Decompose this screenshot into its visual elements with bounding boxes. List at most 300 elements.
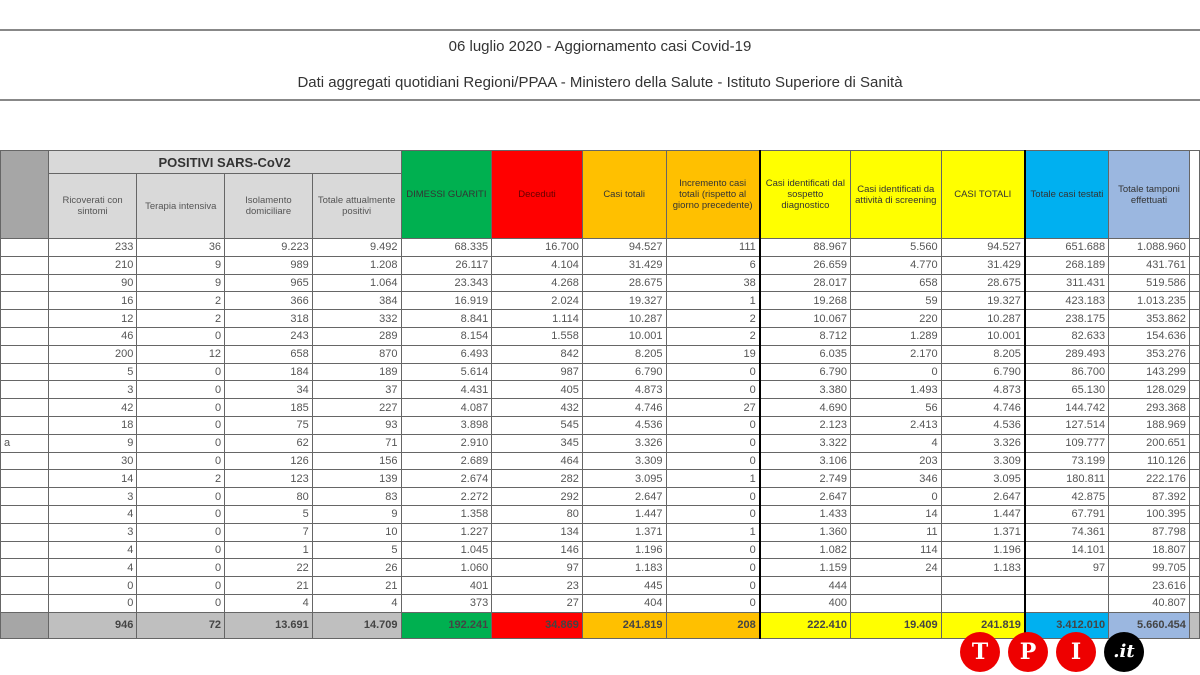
- data-cell: 353.862: [1109, 310, 1190, 328]
- data-cell: 109.777: [1025, 434, 1109, 452]
- total-cell: 222.410: [760, 612, 851, 638]
- data-cell: 16: [48, 292, 137, 310]
- table-row: [1, 399, 1200, 417]
- data-cell: 987: [492, 363, 583, 381]
- data-cell: 4.690: [760, 399, 851, 417]
- region-cell: [1, 559, 49, 577]
- data-cell: 6.790: [582, 363, 666, 381]
- region-cell: [1, 274, 49, 292]
- data-cell: 18.807: [1109, 541, 1190, 559]
- region-cell: [1, 381, 49, 399]
- data-cell: 1.433: [760, 505, 851, 523]
- data-cell: 989: [225, 256, 313, 274]
- data-cell: 189: [312, 363, 401, 381]
- data-cell: 74.361: [1025, 523, 1109, 541]
- data-cell: 180.811: [1025, 470, 1109, 488]
- cut-off-cell: [1189, 416, 1199, 434]
- data-cell: 384: [312, 292, 401, 310]
- data-cell: 0: [666, 416, 760, 434]
- data-cell: 0: [666, 434, 760, 452]
- data-cell: 1.064: [312, 274, 401, 292]
- table-row: [1, 274, 1200, 292]
- data-cell: 31.429: [582, 256, 666, 274]
- data-cell: 19.327: [941, 292, 1025, 310]
- region-cell: [1, 399, 49, 417]
- data-cell: 27: [666, 399, 760, 417]
- data-cell: 1.358: [401, 505, 492, 523]
- data-cell: 0: [666, 594, 760, 612]
- data-cell: 126: [225, 452, 313, 470]
- data-cell: 0: [137, 559, 225, 577]
- table-row: [1, 381, 1200, 399]
- data-cell: 19.268: [760, 292, 851, 310]
- data-cell: 127.514: [1025, 416, 1109, 434]
- col-header: Deceduti: [492, 151, 583, 239]
- data-cell: 87.798: [1109, 523, 1190, 541]
- data-cell: 2.272: [401, 488, 492, 506]
- totals-label-cell: [1, 612, 49, 638]
- data-cell: 4.873: [941, 381, 1025, 399]
- total-cell: 241.819: [941, 612, 1025, 638]
- data-cell: 1.447: [582, 505, 666, 523]
- data-cell: 3: [48, 488, 137, 506]
- data-cell: 293.368: [1109, 399, 1190, 417]
- data-cell: 26.117: [401, 256, 492, 274]
- data-cell: 444: [760, 577, 851, 595]
- data-cell: 185: [225, 399, 313, 417]
- data-cell: 68.335: [401, 239, 492, 257]
- data-cell: 4.746: [582, 399, 666, 417]
- data-cell: 67.791: [1025, 505, 1109, 523]
- cut-off-cell: [1189, 470, 1199, 488]
- data-cell: 220: [850, 310, 941, 328]
- total-cell: 5.660.454: [1109, 612, 1190, 638]
- data-cell: 227: [312, 399, 401, 417]
- cut-off-cell: [1189, 594, 1199, 612]
- region-cell: a: [1, 434, 49, 452]
- region-cell: [1, 327, 49, 345]
- data-cell: 289.493: [1025, 345, 1109, 363]
- table-row: [1, 488, 1200, 506]
- data-cell: 6: [666, 256, 760, 274]
- data-cell: 1: [666, 292, 760, 310]
- col-header: Isolamento domiciliare: [225, 174, 313, 239]
- total-cell: 192.241: [401, 612, 492, 638]
- data-cell: 46: [48, 327, 137, 345]
- data-cell: 5: [225, 505, 313, 523]
- data-cell: 11: [850, 523, 941, 541]
- data-cell: 0: [666, 363, 760, 381]
- data-cell: 289: [312, 327, 401, 345]
- region-cell: [1, 239, 49, 257]
- data-cell: 28.675: [582, 274, 666, 292]
- data-cell: 111: [666, 239, 760, 257]
- data-cell: 332: [312, 310, 401, 328]
- data-cell: 42: [48, 399, 137, 417]
- data-cell: 4: [225, 594, 313, 612]
- data-cell: 658: [225, 345, 313, 363]
- data-cell: 3.095: [582, 470, 666, 488]
- data-cell: 0: [666, 559, 760, 577]
- data-cell: 6.035: [760, 345, 851, 363]
- data-cell: 1: [666, 470, 760, 488]
- data-cell: 2: [137, 470, 225, 488]
- data-cell: 0: [137, 594, 225, 612]
- cut-off-cell: [1189, 399, 1199, 417]
- data-cell: 1.196: [582, 541, 666, 559]
- positivi-group-header: POSITIVI SARS-CoV2: [48, 151, 401, 174]
- cut-off-cell: [1189, 505, 1199, 523]
- data-cell: 30: [48, 452, 137, 470]
- cut-off-cell: [1189, 256, 1199, 274]
- region-cell: [1, 505, 49, 523]
- data-cell: 8.154: [401, 327, 492, 345]
- data-cell: 318: [225, 310, 313, 328]
- data-cell: 345: [492, 434, 583, 452]
- data-cell: 14: [850, 505, 941, 523]
- total-cell: 946: [48, 612, 137, 638]
- data-cell: [850, 577, 941, 595]
- data-cell: 16.700: [492, 239, 583, 257]
- cut-off-cell: [1189, 274, 1199, 292]
- col-header: Casi identificati dal sospetto diagnostico: [760, 151, 851, 239]
- data-cell: 28.675: [941, 274, 1025, 292]
- data-cell: 0: [137, 577, 225, 595]
- data-cell: 8.205: [582, 345, 666, 363]
- data-cell: 2.674: [401, 470, 492, 488]
- table-row: [1, 559, 1200, 577]
- data-cell: 4: [48, 541, 137, 559]
- data-cell: 21: [312, 577, 401, 595]
- data-cell: 4.536: [941, 416, 1025, 434]
- data-cell: 5.560: [850, 239, 941, 257]
- data-cell: 9: [137, 256, 225, 274]
- data-cell: 3.309: [941, 452, 1025, 470]
- region-cell: [1, 541, 49, 559]
- data-cell: 1: [225, 541, 313, 559]
- region-cell: [1, 292, 49, 310]
- data-cell: 2.413: [850, 416, 941, 434]
- data-cell: 210: [48, 256, 137, 274]
- data-cell: 464: [492, 452, 583, 470]
- data-cell: 12: [48, 310, 137, 328]
- data-cell: 40.807: [1109, 594, 1190, 612]
- data-cell: 4: [48, 559, 137, 577]
- data-cell: 8.841: [401, 310, 492, 328]
- data-cell: 1.183: [582, 559, 666, 577]
- data-cell: 5.614: [401, 363, 492, 381]
- region-header: [1, 151, 49, 239]
- tpi-logo-watermark: [960, 632, 1160, 672]
- data-cell: 12: [137, 345, 225, 363]
- data-cell: 0: [666, 381, 760, 399]
- table-row: [1, 434, 1200, 452]
- region-cell: [1, 310, 49, 328]
- data-cell: 94.527: [582, 239, 666, 257]
- total-cell: 208: [666, 612, 760, 638]
- data-cell: 0: [137, 327, 225, 345]
- data-cell: 22: [225, 559, 313, 577]
- data-cell: 1.558: [492, 327, 583, 345]
- data-cell: 203: [850, 452, 941, 470]
- logo-letter-p: P: [1008, 632, 1048, 672]
- total-cell: 241.819: [582, 612, 666, 638]
- data-cell: 3.095: [941, 470, 1025, 488]
- data-cell: 233: [48, 239, 137, 257]
- data-cell: 10.067: [760, 310, 851, 328]
- data-cell: 10.001: [582, 327, 666, 345]
- data-cell: 87.392: [1109, 488, 1190, 506]
- cut-off-cell: [1189, 239, 1199, 257]
- data-cell: 432: [492, 399, 583, 417]
- data-cell: 1.060: [401, 559, 492, 577]
- logo-it: .it: [1104, 632, 1144, 672]
- data-cell: 143.299: [1109, 363, 1190, 381]
- data-cell: 9.492: [312, 239, 401, 257]
- region-cell: [1, 452, 49, 470]
- data-cell: 93: [312, 416, 401, 434]
- data-cell: 0: [666, 577, 760, 595]
- region-cell: [1, 594, 49, 612]
- data-cell: 3.898: [401, 416, 492, 434]
- data-cell: 23.343: [401, 274, 492, 292]
- data-cell: 545: [492, 416, 583, 434]
- data-cell: 56: [850, 399, 941, 417]
- data-cell: 10: [312, 523, 401, 541]
- data-cell: 6.790: [760, 363, 851, 381]
- data-cell: 4.087: [401, 399, 492, 417]
- data-cell: 114: [850, 541, 941, 559]
- data-cell: 62: [225, 434, 313, 452]
- table-row: [1, 256, 1200, 274]
- data-cell: 1.082: [760, 541, 851, 559]
- data-cell: 7: [225, 523, 313, 541]
- data-cell: 4: [850, 434, 941, 452]
- data-cell: 1.360: [760, 523, 851, 541]
- data-cell: 5: [48, 363, 137, 381]
- cut-off-cell: [1189, 381, 1199, 399]
- data-cell: 0: [666, 488, 760, 506]
- data-cell: 100.395: [1109, 505, 1190, 523]
- data-cell: 38: [666, 274, 760, 292]
- data-cell: 188.969: [1109, 416, 1190, 434]
- data-cell: 4.873: [582, 381, 666, 399]
- data-cell: 2.024: [492, 292, 583, 310]
- data-cell: 282: [492, 470, 583, 488]
- data-cell: 128.029: [1109, 381, 1190, 399]
- table-row: [1, 541, 1200, 559]
- data-cell: 134: [492, 523, 583, 541]
- region-cell: [1, 256, 49, 274]
- data-cell: 0: [137, 399, 225, 417]
- data-cell: 19: [666, 345, 760, 363]
- table-row: [1, 292, 1200, 310]
- data-cell: 23: [492, 577, 583, 595]
- cut-off-cell: [1189, 345, 1199, 363]
- bottom-rule: [0, 99, 1200, 101]
- data-cell: 1.371: [582, 523, 666, 541]
- data-cell: 3: [48, 381, 137, 399]
- region-cell: [1, 470, 49, 488]
- data-cell: 75: [225, 416, 313, 434]
- data-cell: 3: [48, 523, 137, 541]
- data-cell: 28.017: [760, 274, 851, 292]
- data-cell: 4: [48, 505, 137, 523]
- col-header: DIMESSI GUARITI: [401, 151, 492, 239]
- data-cell: 0: [137, 381, 225, 399]
- cut-off-cell: [1189, 612, 1199, 638]
- region-cell: [1, 363, 49, 381]
- cut-off-cell: [1189, 541, 1199, 559]
- total-cell: 19.409: [850, 612, 941, 638]
- data-cell: 23.616: [1109, 577, 1190, 595]
- region-cell: [1, 345, 49, 363]
- data-cell: 0: [666, 505, 760, 523]
- data-cell: 156: [312, 452, 401, 470]
- col-header: Incremento casi totali (rispetto al giorno precedente): [666, 151, 760, 239]
- region-cell: [1, 488, 49, 506]
- data-cell: 71: [312, 434, 401, 452]
- col-header: Totale attualmente positivi: [312, 174, 401, 239]
- data-cell: 1.227: [401, 523, 492, 541]
- col-header: Terapia intensiva: [137, 174, 225, 239]
- data-cell: 1.183: [941, 559, 1025, 577]
- data-cell: 445: [582, 577, 666, 595]
- data-cell: 26.659: [760, 256, 851, 274]
- data-cell: 3.106: [760, 452, 851, 470]
- data-cell: 1.114: [492, 310, 583, 328]
- data-cell: 3.380: [760, 381, 851, 399]
- data-cell: 3.326: [582, 434, 666, 452]
- data-cell: 10.287: [941, 310, 1025, 328]
- col-header: CASI TOTALI: [941, 151, 1025, 239]
- table-row: [1, 505, 1200, 523]
- col-header: Ricoverati con sintomi: [48, 174, 137, 239]
- data-cell: 4.536: [582, 416, 666, 434]
- page-subtitle: Dati aggregati quotidiani Regioni/PPAA - Ministero della Salute - Istituto Superiore di Sanità: [297, 74, 903, 91]
- data-cell: 1.447: [941, 505, 1025, 523]
- data-cell: 1.196: [941, 541, 1025, 559]
- data-cell: 404: [582, 594, 666, 612]
- data-cell: 2: [666, 310, 760, 328]
- data-cell: 292: [492, 488, 583, 506]
- data-cell: 0: [137, 488, 225, 506]
- table-row: [1, 363, 1200, 381]
- table-row: [1, 470, 1200, 488]
- data-cell: 353.276: [1109, 345, 1190, 363]
- data-cell: 97: [492, 559, 583, 577]
- total-cell: 14.709: [312, 612, 401, 638]
- data-cell: 90: [48, 274, 137, 292]
- data-cell: 184: [225, 363, 313, 381]
- data-cell: 24: [850, 559, 941, 577]
- data-cell: 88.967: [760, 239, 851, 257]
- page-title: 06 luglio 2020 - Aggiornamento casi Covid-19: [448, 38, 752, 55]
- data-cell: 9: [137, 274, 225, 292]
- covid-data-table: [0, 150, 1200, 639]
- data-cell: 346: [850, 470, 941, 488]
- data-cell: 1.208: [312, 256, 401, 274]
- data-cell: 1.159: [760, 559, 851, 577]
- data-cell: 86.700: [1025, 363, 1109, 381]
- data-cell: 0: [137, 434, 225, 452]
- data-cell: 4: [312, 594, 401, 612]
- table-row: [1, 452, 1200, 470]
- data-cell: 9.223: [225, 239, 313, 257]
- data-cell: 4.268: [492, 274, 583, 292]
- data-cell: 3.309: [582, 452, 666, 470]
- data-cell: 268.189: [1025, 256, 1109, 274]
- data-cell: 18: [48, 416, 137, 434]
- data-cell: 2.910: [401, 434, 492, 452]
- data-cell: 222.176: [1109, 470, 1190, 488]
- data-cell: 99.705: [1109, 559, 1190, 577]
- data-cell: 200.651: [1109, 434, 1190, 452]
- data-cell: 21: [225, 577, 313, 595]
- cut-off-cell: [1189, 452, 1199, 470]
- data-cell: 4.431: [401, 381, 492, 399]
- data-cell: 2.647: [582, 488, 666, 506]
- data-cell: 154.636: [1109, 327, 1190, 345]
- data-cell: 27: [492, 594, 583, 612]
- data-cell: 0: [137, 452, 225, 470]
- data-cell: 37: [312, 381, 401, 399]
- data-cell: 146: [492, 541, 583, 559]
- data-cell: 10.287: [582, 310, 666, 328]
- table-row: [1, 594, 1200, 612]
- data-cell: [1025, 577, 1109, 595]
- region-cell: [1, 523, 49, 541]
- data-cell: 366: [225, 292, 313, 310]
- data-cell: 83: [312, 488, 401, 506]
- table-row: [1, 523, 1200, 541]
- data-cell: 2.123: [760, 416, 851, 434]
- data-cell: 3.322: [760, 434, 851, 452]
- data-cell: 1.289: [850, 327, 941, 345]
- logo-letter-i: I: [1056, 632, 1096, 672]
- data-cell: 97: [1025, 559, 1109, 577]
- data-cell: 94.527: [941, 239, 1025, 257]
- cut-off-cell: [1189, 523, 1199, 541]
- data-cell: 2: [666, 327, 760, 345]
- region-cell: [1, 416, 49, 434]
- data-cell: 3.326: [941, 434, 1025, 452]
- data-cell: 2.647: [760, 488, 851, 506]
- data-cell: 8.205: [941, 345, 1025, 363]
- data-cell: 200: [48, 345, 137, 363]
- data-cell: 42.875: [1025, 488, 1109, 506]
- data-cell: [941, 594, 1025, 612]
- cut-off-cell: [1189, 363, 1199, 381]
- data-cell: 243: [225, 327, 313, 345]
- data-cell: 4.746: [941, 399, 1025, 417]
- data-cell: 658: [850, 274, 941, 292]
- data-cell: [850, 594, 941, 612]
- data-cell: 519.586: [1109, 274, 1190, 292]
- data-cell: 373: [401, 594, 492, 612]
- cut-off-cell: [1189, 577, 1199, 595]
- data-cell: 870: [312, 345, 401, 363]
- data-cell: 1.493: [850, 381, 941, 399]
- data-cell: 400: [760, 594, 851, 612]
- data-cell: 0: [666, 541, 760, 559]
- col-header: Casi identificati da attività di screening: [850, 151, 941, 239]
- cut-off-cell: [1189, 292, 1199, 310]
- data-cell: 144.742: [1025, 399, 1109, 417]
- data-cell: 431.761: [1109, 256, 1190, 274]
- data-cell: 0: [666, 452, 760, 470]
- logo-letter-t: T: [960, 632, 1000, 672]
